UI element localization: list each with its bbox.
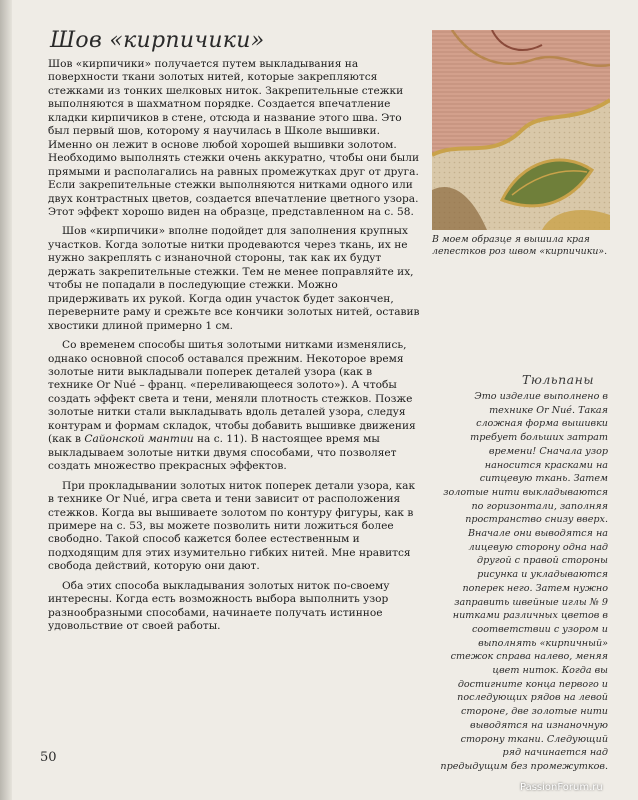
page-gutter-shadow [0,0,12,800]
photo-caption: В моем образце я вышила края лепестков роз швом «кирпичики». [432,234,608,257]
embroidery-photo [432,30,610,230]
paragraph: Оба этих способа выкладывания золотых ниток по-своему интересны. Когда есть возможность выбора выполнить узор разнообразными способами, начинаете получать истинное удовольствие от своей работы. [48,579,390,633]
italic-term: Сайонской мантии [84,433,194,446]
paragraph: Шов «кирпичики» получается путем выкладывания на поверхности ткани золотых нитей, которые закрепляются стежками из тонких шелковых ниток. Закрепительные стежки выполняются в шахматном порядке. Создается впечатление кладки кирпичиков в стене, отсюда и название этого шва. Это был первый шов, которому я научилась в Школе вышивки. Именно он лежит в основе любой хорошей вышивки золотом. Необходимо выполнять стежки очень аккуратно, чтобы они были прямыми и располагались на равных промежутках друг от друга. Если закрепительные стежки выполняются нитками одного или двух контрастных цветов, создается впечатление цветного узора. Этот эффект хорошо виден на образце, представленном на с. 58. [48,58,420,218]
paragraph-text: на с. 11). В настоящее время мы выкладываем золотые нитки двумя способами, что позволяет создать множество прекрасных эффектов. [48,433,397,473]
sidebar-text: Это изделие выполнено в технике Or Nué. Такая сложная форма вышивки требует больших затрат времени! Сначала узор наносится красками на ситцевую ткань. Затем золотые нити выкладываются по горизонтали, заполняя пространство снизу вверх. Вначале они выводятся на лицевую сторону одна над другой с правой стороны рисунка и укладываются поперек него. Затем нужно заправить швейные иглы № 9 нитками различных цветов в соответствии с узором и выполнять «кирпичный» стежок справа налево, меняя цвет ниток. Когда вы достигните конца первого и последующих рядов на левой стороне, две золотые нити выводятся на изнаночную сторону ткани. Следующий ряд начинается над предыдущим без промежутков. [440,391,608,772]
page-title: Шов «кирпичики» [50,28,265,53]
paragraph-text: Со временем способы шитья золотыми нитками изменялись, однако основной способ оставался прежним. Некоторое время золотые нити выкладывали поперек деталей узора (как в технике Or Nué – франц. «переливающееся золото»). А чтобы создать эффект света и тени, меняли плотность стежков. Позже золотые нитки стали выкладывать вдоль деталей узора, следуя контурам и формам складок, чтобы добавить вышивке движения (как в [48,339,416,446]
main-text-column [48,58,420,640]
paragraph: При прокладывании золотых ниток поперек детали узора, как в технике Or Nué, игра света и тени зависит от расположения стежков. Когда вы вышиваете золотом по контуру фигуры, как в примере на с. 53, вы можете позволить нити ложиться более свободно. Такой способ кажется более естественным и подходящим для этих изумительно гибких нитей. Мне нравится свобода действий, которую они дают. [48,479,416,573]
sidebar-title: Тюльпаны [522,372,595,387]
paragraph [48,339,420,474]
site-watermark: PassionForum.ru [520,782,603,793]
page-number: 50 [40,750,57,765]
embroidery-illustration [432,30,610,230]
paragraph: Шов «кирпичики» вполне подойдет для заполнения крупных участков. Когда золотые нитки продеваются через ткань, их не нужно закреплять с изнаночной стороны, так как их будут держать закрепительные стежки. Тем не менее поправляйте их, чтобы не попадали в последующие стежки. Можно придерживать их рукой. Когда один участок будет закончен, переверните раму и срежьте все кончики золотых нитей, оставив хвостики длиной примерно 1 см. [48,225,420,332]
